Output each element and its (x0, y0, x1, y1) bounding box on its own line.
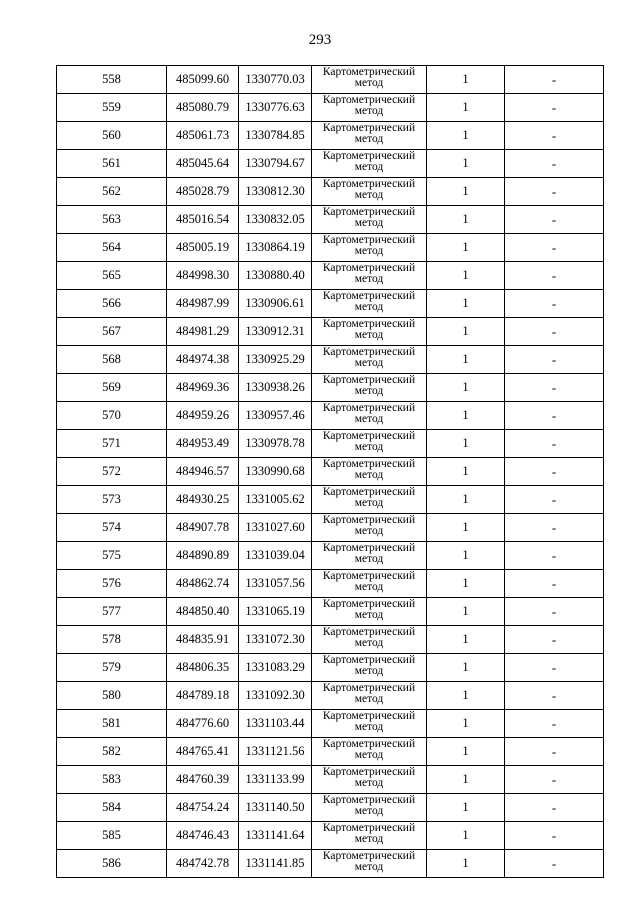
x-coordinate-cell: 484890.89 (167, 542, 239, 570)
note-cell: - (505, 430, 604, 458)
count-cell: 1 (427, 682, 505, 710)
count-cell: 1 (427, 850, 505, 878)
table-row (57, 794, 604, 822)
count-cell: 1 (427, 626, 505, 654)
method-text: Картометрический метод (322, 403, 416, 425)
y-coordinate-cell: 1330864.19 (239, 234, 312, 262)
note-cell: - (505, 178, 604, 206)
point-number-cell: 579 (57, 654, 167, 682)
x-coordinate-cell: 484850.40 (167, 598, 239, 626)
note-cell: - (505, 346, 604, 374)
y-coordinate-cell: 1330990.68 (239, 458, 312, 486)
y-coordinate-cell: 1331005.62 (239, 486, 312, 514)
y-coordinate-cell: 1330776.63 (239, 94, 312, 122)
x-coordinate-cell: 485016.54 (167, 206, 239, 234)
method-cell (312, 374, 427, 402)
table-row (57, 514, 604, 542)
method-cell (312, 150, 427, 178)
point-number-cell: 585 (57, 822, 167, 850)
note-cell: - (505, 766, 604, 794)
point-number-cell: 567 (57, 318, 167, 346)
method-cell (312, 430, 427, 458)
count-cell: 1 (427, 178, 505, 206)
method-cell (312, 486, 427, 514)
method-cell (312, 570, 427, 598)
note-cell: - (505, 738, 604, 766)
y-coordinate-cell: 1330978.78 (239, 430, 312, 458)
table-row (57, 262, 604, 290)
method-text: Картометрический метод (322, 207, 416, 229)
note-cell: - (505, 794, 604, 822)
method-cell (312, 654, 427, 682)
method-cell (312, 626, 427, 654)
y-coordinate-cell: 1331039.04 (239, 542, 312, 570)
y-coordinate-cell: 1331027.60 (239, 514, 312, 542)
count-cell: 1 (427, 234, 505, 262)
method-cell (312, 318, 427, 346)
method-cell (312, 346, 427, 374)
note-cell: - (505, 374, 604, 402)
count-cell: 1 (427, 374, 505, 402)
point-number-cell: 583 (57, 766, 167, 794)
method-text: Картометрический метод (322, 319, 416, 341)
page-number: 293 (308, 32, 332, 48)
note-cell: - (505, 94, 604, 122)
method-text: Картометрический метод (322, 459, 416, 481)
note-cell: - (505, 850, 604, 878)
point-number-cell: 561 (57, 150, 167, 178)
table-row (57, 430, 604, 458)
x-coordinate-cell: 484754.24 (167, 794, 239, 822)
method-cell (312, 122, 427, 150)
method-text: Картометрический метод (322, 487, 416, 509)
y-coordinate-cell: 1330832.05 (239, 206, 312, 234)
x-coordinate-cell: 484760.39 (167, 766, 239, 794)
method-text: Картометрический метод (322, 235, 416, 257)
y-coordinate-cell: 1330906.61 (239, 290, 312, 318)
method-cell (312, 206, 427, 234)
note-cell: - (505, 626, 604, 654)
method-cell (312, 598, 427, 626)
x-coordinate-cell: 484765.41 (167, 738, 239, 766)
note-cell: - (505, 234, 604, 262)
method-text: Картометрический метод (322, 571, 416, 593)
point-number-cell: 582 (57, 738, 167, 766)
count-cell: 1 (427, 570, 505, 598)
point-number-cell: 578 (57, 626, 167, 654)
table-row (57, 822, 604, 850)
table-row (57, 682, 604, 710)
count-cell: 1 (427, 402, 505, 430)
x-coordinate-cell: 484974.38 (167, 346, 239, 374)
table-row (57, 738, 604, 766)
method-cell (312, 822, 427, 850)
count-cell: 1 (427, 738, 505, 766)
count-cell: 1 (427, 94, 505, 122)
y-coordinate-cell: 1330957.46 (239, 402, 312, 430)
method-text: Картометрический метод (322, 291, 416, 313)
method-cell (312, 766, 427, 794)
note-cell: - (505, 150, 604, 178)
point-number-cell: 570 (57, 402, 167, 430)
method-text: Картометрический метод (322, 655, 416, 677)
method-text: Картометрический метод (322, 263, 416, 285)
y-coordinate-cell: 1331083.29 (239, 654, 312, 682)
x-coordinate-cell: 485080.79 (167, 94, 239, 122)
method-cell (312, 178, 427, 206)
method-cell (312, 402, 427, 430)
y-coordinate-cell: 1330912.31 (239, 318, 312, 346)
point-number-cell: 563 (57, 206, 167, 234)
table-row (57, 346, 604, 374)
x-coordinate-cell: 484969.36 (167, 374, 239, 402)
point-number-cell: 573 (57, 486, 167, 514)
x-coordinate-cell: 485028.79 (167, 178, 239, 206)
table-row (57, 66, 604, 94)
y-coordinate-cell: 1331103.44 (239, 710, 312, 738)
count-cell: 1 (427, 346, 505, 374)
count-cell: 1 (427, 710, 505, 738)
method-text: Картометрический метод (322, 95, 416, 117)
note-cell: - (505, 122, 604, 150)
y-coordinate-cell: 1331133.99 (239, 766, 312, 794)
x-coordinate-cell: 484930.25 (167, 486, 239, 514)
point-number-cell: 571 (57, 430, 167, 458)
point-number-cell: 562 (57, 178, 167, 206)
y-coordinate-cell: 1330770.03 (239, 66, 312, 94)
point-number-cell: 560 (57, 122, 167, 150)
point-number-cell: 576 (57, 570, 167, 598)
count-cell: 1 (427, 66, 505, 94)
y-coordinate-cell: 1331141.64 (239, 822, 312, 850)
note-cell: - (505, 458, 604, 486)
y-coordinate-cell: 1330794.67 (239, 150, 312, 178)
table-row (57, 374, 604, 402)
y-coordinate-cell: 1331092.30 (239, 682, 312, 710)
table-row (57, 150, 604, 178)
point-number-cell: 566 (57, 290, 167, 318)
method-text: Картометрический метод (322, 767, 416, 789)
count-cell: 1 (427, 206, 505, 234)
count-cell: 1 (427, 654, 505, 682)
y-coordinate-cell: 1330812.30 (239, 178, 312, 206)
method-cell (312, 850, 427, 878)
method-text: Картометрический метод (322, 851, 416, 873)
count-cell: 1 (427, 318, 505, 346)
method-cell (312, 682, 427, 710)
point-number-cell: 575 (57, 542, 167, 570)
x-coordinate-cell: 485005.19 (167, 234, 239, 262)
table-row (57, 850, 604, 878)
table-row (57, 542, 604, 570)
table-row (57, 290, 604, 318)
count-cell: 1 (427, 290, 505, 318)
table-row (57, 402, 604, 430)
note-cell: - (505, 570, 604, 598)
table-row (57, 654, 604, 682)
table-row (57, 178, 604, 206)
x-coordinate-cell: 484987.99 (167, 290, 239, 318)
y-coordinate-cell: 1330925.29 (239, 346, 312, 374)
method-text: Картометрический метод (322, 683, 416, 705)
point-number-cell: 565 (57, 262, 167, 290)
y-coordinate-cell: 1330784.85 (239, 122, 312, 150)
method-cell (312, 514, 427, 542)
note-cell: - (505, 654, 604, 682)
note-cell: - (505, 822, 604, 850)
y-coordinate-cell: 1330938.26 (239, 374, 312, 402)
x-coordinate-cell: 484959.26 (167, 402, 239, 430)
point-number-cell: 577 (57, 598, 167, 626)
count-cell: 1 (427, 542, 505, 570)
x-coordinate-cell: 484946.57 (167, 458, 239, 486)
method-text: Картометрический метод (322, 795, 416, 817)
table-row (57, 486, 604, 514)
point-number-cell: 580 (57, 682, 167, 710)
note-cell: - (505, 710, 604, 738)
x-coordinate-cell: 484907.78 (167, 514, 239, 542)
method-cell (312, 458, 427, 486)
method-text: Картометрический метод (322, 67, 416, 89)
point-number-cell: 584 (57, 794, 167, 822)
method-text: Картометрический метод (322, 543, 416, 565)
count-cell: 1 (427, 822, 505, 850)
point-number-cell: 572 (57, 458, 167, 486)
count-cell: 1 (427, 514, 505, 542)
count-cell: 1 (427, 794, 505, 822)
x-coordinate-cell: 484806.35 (167, 654, 239, 682)
note-cell: - (505, 514, 604, 542)
count-cell: 1 (427, 766, 505, 794)
method-text: Картометрический метод (322, 123, 416, 145)
x-coordinate-cell: 484953.49 (167, 430, 239, 458)
note-cell: - (505, 486, 604, 514)
method-cell (312, 710, 427, 738)
x-coordinate-cell: 485045.64 (167, 150, 239, 178)
x-coordinate-cell: 484789.18 (167, 682, 239, 710)
x-coordinate-cell: 485099.60 (167, 66, 239, 94)
count-cell: 1 (427, 122, 505, 150)
table-row (57, 766, 604, 794)
method-text: Картометрический метод (322, 739, 416, 761)
x-coordinate-cell: 484835.91 (167, 626, 239, 654)
point-number-cell: 564 (57, 234, 167, 262)
count-cell: 1 (427, 262, 505, 290)
note-cell: - (505, 402, 604, 430)
y-coordinate-cell: 1330880.40 (239, 262, 312, 290)
y-coordinate-cell: 1331121.56 (239, 738, 312, 766)
method-text: Картометрический метод (322, 347, 416, 369)
method-cell (312, 794, 427, 822)
note-cell: - (505, 206, 604, 234)
y-coordinate-cell: 1331065.19 (239, 598, 312, 626)
method-text: Картометрический метод (322, 515, 416, 537)
y-coordinate-cell: 1331140.50 (239, 794, 312, 822)
count-cell: 1 (427, 150, 505, 178)
method-cell (312, 66, 427, 94)
coordinates-table (56, 65, 604, 878)
point-number-cell: 569 (57, 374, 167, 402)
method-cell (312, 94, 427, 122)
count-cell: 1 (427, 598, 505, 626)
method-text: Картометрический метод (322, 431, 416, 453)
method-text: Картометрический метод (322, 823, 416, 845)
x-coordinate-cell: 484981.29 (167, 318, 239, 346)
table-row (57, 458, 604, 486)
y-coordinate-cell: 1331141.85 (239, 850, 312, 878)
y-coordinate-cell: 1331072.30 (239, 626, 312, 654)
x-coordinate-cell: 484862.74 (167, 570, 239, 598)
method-text: Картометрический метод (322, 627, 416, 649)
coordinates-table-body (57, 66, 604, 878)
note-cell: - (505, 682, 604, 710)
x-coordinate-cell: 484742.78 (167, 850, 239, 878)
method-text: Картометрический метод (322, 375, 416, 397)
method-cell (312, 234, 427, 262)
note-cell: - (505, 290, 604, 318)
note-cell: - (505, 318, 604, 346)
method-cell (312, 262, 427, 290)
x-coordinate-cell: 485061.73 (167, 122, 239, 150)
method-cell (312, 738, 427, 766)
table-row (57, 122, 604, 150)
method-text: Картометрический метод (322, 711, 416, 733)
x-coordinate-cell: 484776.60 (167, 710, 239, 738)
table-row (57, 206, 604, 234)
table-row (57, 234, 604, 262)
table-row (57, 598, 604, 626)
table-row (57, 710, 604, 738)
table-row (57, 570, 604, 598)
point-number-cell: 559 (57, 94, 167, 122)
x-coordinate-cell: 484746.43 (167, 822, 239, 850)
method-cell (312, 290, 427, 318)
point-number-cell: 581 (57, 710, 167, 738)
point-number-cell: 568 (57, 346, 167, 374)
note-cell: - (505, 598, 604, 626)
table-row (57, 94, 604, 122)
table-row (57, 626, 604, 654)
table-row (57, 318, 604, 346)
method-cell (312, 542, 427, 570)
point-number-cell: 574 (57, 514, 167, 542)
x-coordinate-cell: 484998.30 (167, 262, 239, 290)
count-cell: 1 (427, 486, 505, 514)
note-cell: - (505, 262, 604, 290)
point-number-cell: 558 (57, 66, 167, 94)
note-cell: - (505, 542, 604, 570)
y-coordinate-cell: 1331057.56 (239, 570, 312, 598)
count-cell: 1 (427, 458, 505, 486)
note-cell: - (505, 66, 604, 94)
method-text: Картометрический метод (322, 599, 416, 621)
method-text: Картометрический метод (322, 151, 416, 173)
point-number-cell: 586 (57, 850, 167, 878)
count-cell: 1 (427, 430, 505, 458)
method-text: Картометрический метод (322, 179, 416, 201)
